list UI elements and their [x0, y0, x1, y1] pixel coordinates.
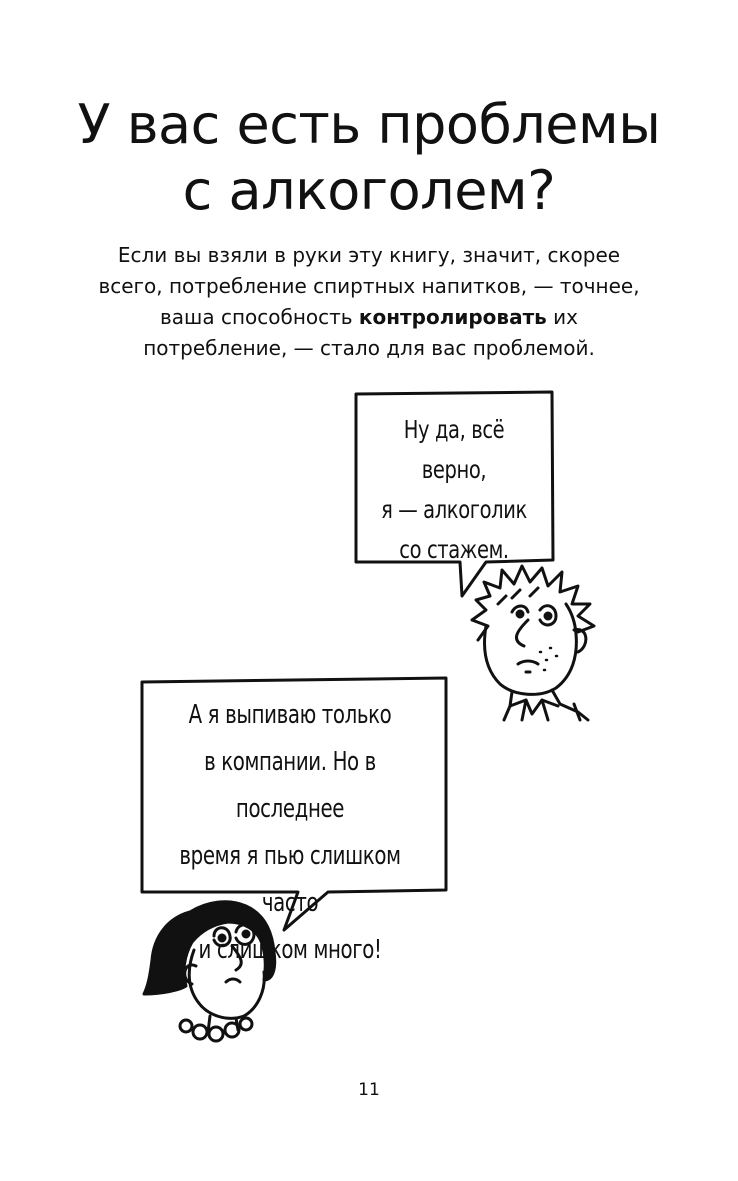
intro-bold-word: контролировать: [358, 305, 547, 329]
intro-text-part-1: Если вы взяли в руки эту книгу, значит, скорее всего, потребление спиртных напитков, — точнее, ваша способность: [98, 243, 640, 329]
intro-text-part-2: их потребление, — стало для вас проблемой.: [143, 305, 595, 360]
speech-text-woman: [174, 692, 405, 974]
speech-text-man: [378, 410, 531, 570]
speech-line: и слишком много!: [198, 935, 382, 965]
man-figure: [472, 566, 594, 720]
page-title-line-2: с алкоголем?: [182, 159, 556, 222]
speech-line: я — алкоголик: [381, 495, 527, 524]
page-number: 11: [358, 1080, 380, 1100]
speech-line: в компании. Но в последнее: [204, 747, 376, 824]
speech-line: со стажем.: [399, 535, 509, 564]
speech-line: время я пью слишком часто: [179, 841, 401, 918]
speech-line: Ну да, всё верно,: [403, 415, 505, 484]
page-title-line-1: У вас есть проблемы: [77, 93, 661, 156]
speech-line: А я выпиваю только: [188, 700, 392, 730]
